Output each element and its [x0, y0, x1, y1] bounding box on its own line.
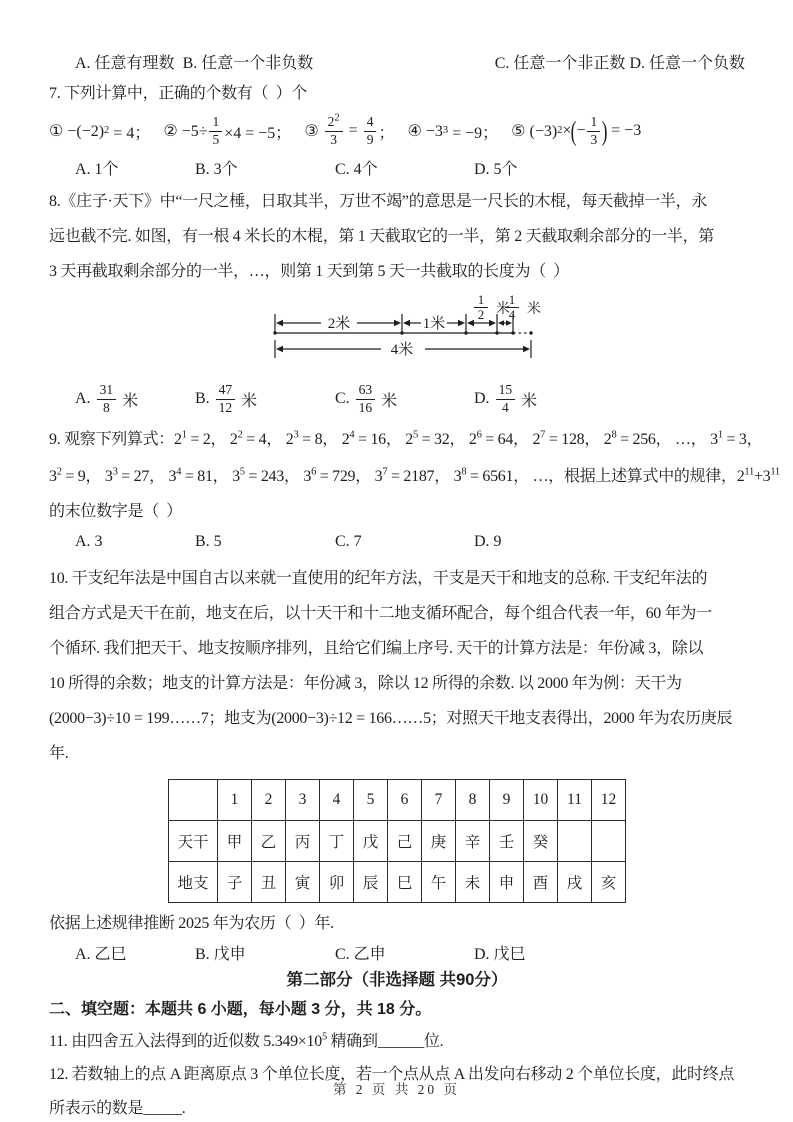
question-7-formulas: [49, 108, 745, 154]
diagram-frac1-unit: 米: [496, 302, 510, 317]
q12-line2: 所表示的数是_____.: [49, 1100, 186, 1117]
q8-stem-line1: 8.《庄子·天下》中“一尺之棰，日取其半，万世不竭”的意思是一尺长的木棍，每天截掉一半，永: [49, 193, 708, 210]
q6-option-a: A. 任意有理数: [75, 54, 175, 72]
fraction: $\frac{1}{3}$: [587, 114, 600, 147]
question-10-options-row: [75, 939, 745, 965]
q7-formula-3: ③ $\frac{2^2}{3}$ = $\frac{4}{9}$ ；: [304, 112, 395, 147]
q10-stem-line6: 年.: [49, 745, 69, 762]
question-10-stem: [49, 561, 745, 771]
question-7-options-row: [75, 154, 745, 180]
question-9-options-row: [75, 529, 745, 555]
q10-option-c: C. 乙申: [335, 945, 386, 963]
q10-stem-line5: (2000−3)÷10 = 199……7；地支为(2000−3)÷12 = 166……5；对照天干地支表得出，2000 年为农历庚辰: [49, 710, 733, 727]
fraction: $\frac{4}{9}$: [364, 114, 377, 147]
q10-option-b: B. 戊申: [195, 945, 246, 963]
stick-diagram-svg: [269, 292, 545, 374]
part2-subtitle: 二、填空题：本题共 6 小题，每小题 3 分，共 18 分。: [49, 1001, 432, 1018]
fraction: $\frac{1}{5}$: [209, 114, 222, 147]
q8-stick-diagram: [269, 292, 745, 374]
question-6-options-row: [75, 48, 745, 74]
q9-option-b: B. 5: [195, 533, 222, 550]
q6-option-c: C. 任意一个非正数: [494, 54, 626, 72]
q8-option-a: A. $\frac{31}{8}$ 米: [75, 382, 139, 415]
q10-option-d: D. 戊巳: [474, 945, 526, 963]
q10-stem-line3: 个循环. 我们把天干、地支按顺序排列，且给它们编上序号. 天干的计算方法是：年份减 3，除以: [49, 640, 704, 657]
part2-title: 第二部分（非选择题 共90分）: [286, 971, 508, 989]
fraction: $\frac{15}{4}$: [496, 382, 516, 415]
q6-option-b: B. 任意一个非负数: [182, 54, 314, 72]
q9-option-a: A. 3: [75, 533, 103, 550]
diagram-total-label: 4米: [390, 342, 414, 358]
footer-page-number: 第 2 页 共 20 页: [332, 1082, 461, 1097]
fraction: $\frac{47}{12}$: [216, 382, 236, 415]
q8-option-c: C. $\frac{63}{16}$ 米: [335, 382, 398, 415]
diagram-frac2-denominator: 4: [508, 307, 516, 322]
fraction: $\frac{63}{16}$: [356, 382, 376, 415]
q9-option-d: D. 9: [474, 533, 502, 550]
question-7-stem: 7. 下列计算中，正确的个数有（ ）个: [49, 85, 308, 102]
ganzhi-header-row: 1 2 3 4 5 6 7 8 9 10 11 12: [169, 780, 626, 821]
q9-stem-line2: $3^2 = 9$， $3^3 = 27$， $3^4 = 81$， $3^5 = 243$， $3^6 = 729$， $3^7 = 2187$， $3^8 = 6561$， …，根据上述算式中的规律，$2^{11}+3^{11}$: [49, 466, 780, 485]
q7-formula-2: ② −5÷ $\frac{1}{5}$ ×4 = −5；: [163, 114, 292, 147]
q7-option-d: D. 5个: [474, 160, 518, 178]
q7-formula-4: ④ −3 3 = −9；: [407, 123, 499, 142]
q8-option-d: D. $\frac{15}{4}$ 米: [474, 382, 538, 415]
q7-option-b: B. 3个: [195, 160, 238, 178]
dizhi-row: 地支 子 丑 寅 卯 辰 巳 午 未 申 酉 戌 亥: [169, 862, 626, 903]
q8-stem-line2: 远也截不完. 如图，有一根 4 米长的木棍，第 1 天截取它的一半，第 2 天截取剩余部分的一半，第: [49, 228, 715, 245]
q9-stem-line1: 9. 观察下列算式：$2^1 = 2$， $2^2 = 4$， $2^3 = 8$， $2^4 = 16$， $2^5 = 32$， $2^6 = 64$， $2^7 = 128$， $2^8 = 256$， …， $3^1 = 3$，: [49, 429, 763, 448]
q8-option-b: B. $\frac{47}{12}$ 米: [195, 382, 258, 415]
q10-stem-line1: 10. 干支纪年法是中国自古以来就一直使用的纪年方法，干支是天干和地支的总称. 干支纪年法的: [49, 570, 708, 587]
q10-option-a: A. 乙巳: [75, 945, 127, 963]
ganzhi-table: [168, 779, 626, 903]
diagram-frac1-denominator: 2: [477, 307, 485, 322]
q7-formula-5: ⑤ (−3) 2 × ( − $\frac{1}{3}$ ) = −3: [511, 114, 642, 147]
fraction: $\frac{2^2}{3}$: [325, 114, 343, 147]
q7-formula-1: ① −(−2) 2 = 4；: [49, 123, 151, 142]
diagram-frac2-numerator: 1: [508, 292, 516, 307]
q6-option-d: D. 任意一个负数: [629, 54, 745, 72]
question-8-stem: [49, 184, 745, 289]
question-9-stem: [49, 422, 780, 529]
question-8-options-row: [75, 376, 745, 422]
diagram-seg1-label: 2米: [327, 316, 351, 332]
q9-option-c: C. 7: [335, 533, 362, 550]
q7-option-a: A. 1个: [75, 160, 119, 178]
q8-stem-line3: 3 天再截取剩余部分的一半，…，则第 1 天到第 5 天一共截取的长度为（ ）: [49, 263, 570, 280]
diagram-seg2-label: 1米: [422, 316, 446, 332]
tiangan-row: 天干 甲 乙 丙 丁 戊 己 庚 辛 壬 癸: [169, 821, 626, 862]
q9-stem-line3: 的末位数字是（ ）: [49, 503, 183, 520]
question-11: 11. 由四舍五入法得到的近似数 $5.349\times 10^5$ 精确到______位.: [49, 1031, 444, 1050]
q10-stem-line2: 组合方式是天干在前，地支在后，以十天干和十二地支循环配合，每个组合代表一年，60 年为一: [49, 605, 712, 622]
q10-stem-line4: 10 所得的余数；地支的计算方法是：年份减 3，除以 12 所得的余数. 以 2000 年为例：天干为: [49, 675, 682, 692]
diagram-frac1-numerator: 1: [477, 292, 485, 307]
diagram-frac2-unit: 米: [527, 302, 541, 317]
q12-line1: 12. 若数轴上的点 A 距离原点 3 个单位长度，若一个点从点 A 出发向右移动 2 个单位长度，此时终点: [49, 1066, 735, 1083]
fraction: $\frac{31}{8}$: [97, 382, 117, 415]
q7-option-c: C. 4个: [335, 160, 378, 178]
q10-conclusion: 依据上述规律推断 2025 年为农历（ ）年.: [49, 915, 334, 932]
